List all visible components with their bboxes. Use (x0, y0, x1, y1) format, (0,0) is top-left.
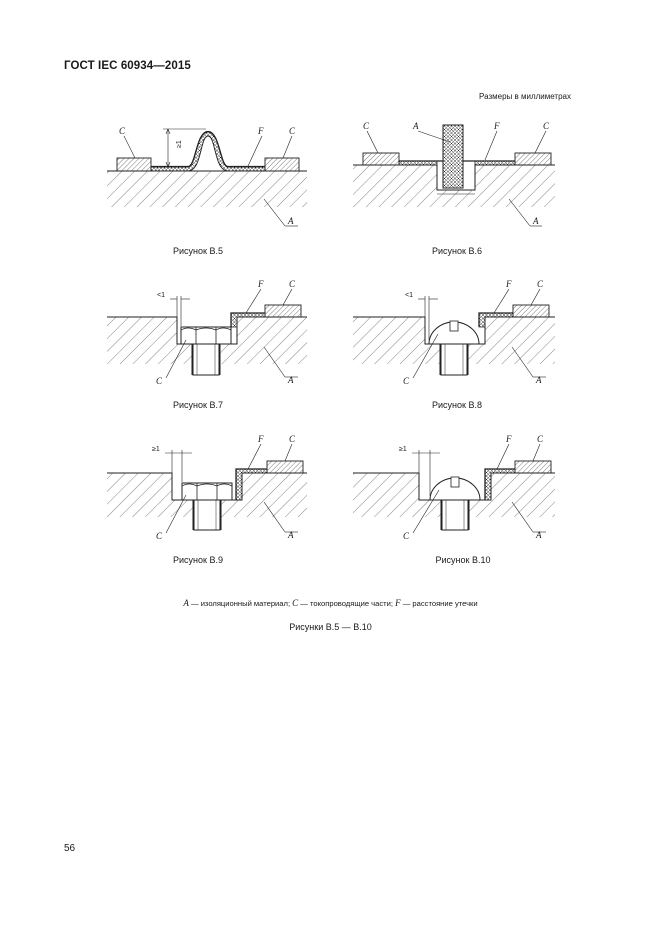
bolt-head-c (182, 483, 232, 500)
label-a: A (288, 216, 294, 226)
label-a: A (288, 375, 294, 385)
bolt-head-c (181, 327, 231, 344)
label-f: F (494, 121, 500, 131)
conductive-part-right (265, 158, 299, 171)
label-c-left: C (363, 121, 370, 131)
document-header: ГОСТ IEC 60934—2015 (64, 60, 191, 72)
conductive-part-top (267, 461, 303, 473)
legend-symbol-c: C (292, 598, 299, 608)
label-a: A (536, 530, 542, 540)
figures-group-caption: Рисунки В.5 — В.10 (289, 622, 372, 632)
conductive-part-top (265, 305, 301, 317)
label-c-top: C (289, 434, 296, 444)
figure-caption-b5: Рисунок В.5 (173, 246, 223, 256)
figure-b8 (353, 279, 555, 386)
label-f: F (258, 279, 264, 289)
figure-b9 (107, 434, 307, 541)
figure-caption-b8: Рисунок В.8 (432, 400, 482, 410)
dim-label: <1 (405, 292, 413, 299)
figure-b7 (107, 279, 307, 386)
label-c-bottom: C (156, 531, 163, 541)
figure-b6 (353, 121, 555, 226)
figure-caption-b9: Рисунок В.9 (173, 555, 223, 565)
figure-legend (0, 598, 661, 608)
dim-label: ≥1 (152, 446, 160, 453)
label-a: A (533, 216, 539, 226)
figure-caption-b6: Рисунок В.6 (432, 246, 482, 256)
label-c-bottom: C (403, 376, 410, 386)
label-f: F (258, 126, 264, 136)
figure-b5 (107, 126, 307, 226)
legend-symbol-f: F (395, 598, 401, 608)
label-c-bottom: C (156, 376, 163, 386)
label-c-top: C (289, 279, 296, 289)
figure-caption-b10: Рисунок В.10 (435, 555, 491, 565)
label-a: A (536, 375, 542, 385)
figure-b10 (353, 434, 555, 541)
label-f: F (506, 279, 512, 289)
legend-text-f: — расстояние утечки (400, 599, 478, 608)
conductive-part-top (513, 305, 549, 317)
label-f: F (258, 434, 264, 444)
insulation-a-hatch (107, 171, 307, 207)
dim-label: <1 (157, 292, 165, 299)
label-c-top: C (537, 279, 544, 289)
label-c-top: C (537, 434, 544, 444)
label-f: F (506, 434, 512, 444)
legend-symbol-a: A (183, 598, 189, 608)
label-c-right: C (289, 126, 296, 136)
dim-label: ≥1 (399, 446, 407, 453)
conductive-part-top (515, 461, 551, 473)
label-a: A (288, 530, 294, 540)
label-c-bottom: C (403, 531, 410, 541)
legend-text-c: — токопроводящие части; (298, 599, 396, 608)
label-c-left: C (119, 126, 126, 136)
units-note: Размеры в миллиметрах (479, 92, 571, 101)
conductive-part-left (117, 158, 151, 171)
label-a-top: A (413, 121, 419, 131)
page-number: 56 (64, 843, 76, 854)
legend-text-a: — изоляционный материал; (188, 599, 293, 608)
figure-caption-b7: Рисунок В.7 (173, 400, 223, 410)
insulating-barrier-a (443, 125, 463, 188)
dim-label: ≥1 (176, 140, 183, 148)
conductive-part-left (363, 153, 399, 165)
label-c-right: C (543, 121, 550, 131)
conductive-part-right (515, 153, 551, 165)
